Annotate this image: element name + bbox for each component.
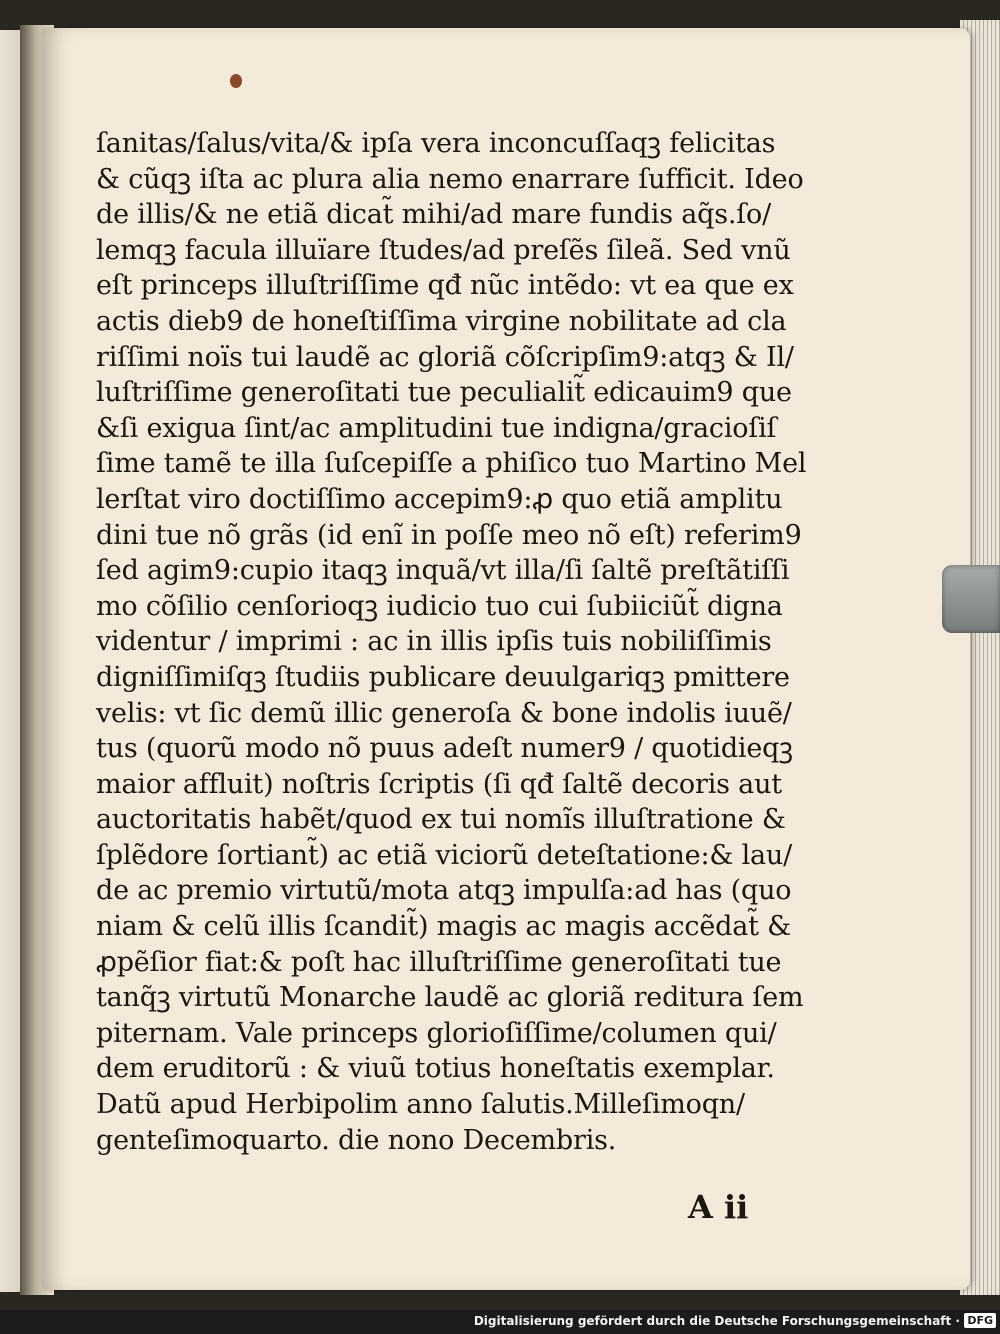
text-line: niam & celũ illis ſcandit̃) magis ac magis accẽdat̃ & xyxy=(96,911,791,943)
text-line: ſplẽdore ſortiant̃) ac etiã viciorũ deteſtatione:& lau/ xyxy=(96,839,792,871)
text-line: videntur / imprimi : ac in illis ipſis tuis nobiliſſimis xyxy=(96,626,772,658)
body-text xyxy=(96,126,807,1158)
text-line: maior affluit) noſtris ſcriptis (ſi qđ ſaltẽ decoris aut xyxy=(96,768,782,800)
text-line: de illis/& ne etiã dicat̃ mihi/ad mare fundis aq̃s.ſo/ xyxy=(96,199,772,231)
text-line: lemqꝫ facula illuïare ſtudes/ad preſẽs ſileã. Sed vnũ xyxy=(96,234,791,266)
text-line: de ac premio virtutũ/mota atqꝫ impulſa:ad has (quo xyxy=(96,875,792,907)
facing-page-edge xyxy=(0,30,22,1292)
ink-spot xyxy=(230,74,242,88)
text-line: genteſimoquarto. die nono Decembris. xyxy=(96,1124,617,1156)
text-line: ſanitas/ſalus/vita/& ipſa vera inconcuſſaqꝫ felicitas xyxy=(96,128,776,159)
page-clip xyxy=(942,565,1000,633)
text-line: dini tue nõ grãs (id enĩ in poſſe meo nõ eſt) referim9 xyxy=(96,519,802,551)
text-line: actis dieb9 de honeſtiſſima virgine nobilitate ad cla xyxy=(96,305,787,337)
signature-mark: A ii xyxy=(688,1188,749,1226)
text-line: riſſimi noïs tui laudẽ ac gloriã cõſcripſim9:atqꝫ & Il/ xyxy=(96,341,794,373)
text-line: ſed agim9:cupio itaqꝫ inquã/vt illa/ſi ſaltẽ preſtãtiſſi xyxy=(96,555,790,587)
text-line: piternam. Vale princeps glorioſiſſime/columen qui/ xyxy=(96,1017,777,1049)
footer-bar xyxy=(0,1310,1000,1334)
text-line: ſime tamẽ te illa ſuſcepiſſe a phiſico tuo Martino Mel xyxy=(96,448,807,480)
dfg-logo: DFG xyxy=(964,1313,996,1328)
text-line: &ſi exigua ſint/ac amplitudini tue indigna/gracioſiſ xyxy=(96,412,777,444)
text-line: & cũqꝫ iſta ac plura alia nemo enarrare ſufficit. Ideo xyxy=(96,163,804,195)
text-line: luſtriſſime generoſitati tue peculialit̃ edicauim9 que xyxy=(96,377,792,409)
text-line: eſt princeps illuſtriſſime qđ nũc intẽdo: vt ea que ex xyxy=(96,270,794,302)
text-line: velis: vt ſic demũ illic generoſa & bone indolis iuuẽ/ xyxy=(96,697,792,729)
text-line: ꝓpẽſior fiat:& poſt hac illuſtriſſime generoſitati tue xyxy=(96,946,782,978)
text-line: mo cõſilio cenſorioqꝫ iudicio tuo cui ſubiiciũt̃ digna xyxy=(96,590,783,622)
footer-credit: Digitalisierung gefördert durch die Deutsche Forschungsgemeinschaft · xyxy=(473,1314,960,1328)
text-line: lerſtat viro doctiſſimo accepim9:ꝓ quo etiã amplitu xyxy=(96,483,783,515)
text-line: digniſſimiſqꝫ ſtudiis publicare deuulgariqꝫ pmittere xyxy=(96,661,790,693)
text-line: Datũ apud Herbipolim anno ſalutis.Milleſimoqn/ xyxy=(96,1089,745,1121)
text-line: tanq̃ꝫ virtutũ Monarche laudẽ ac gloriã reditura ſem xyxy=(96,982,804,1014)
text-line: dem eruditorũ : & viuũ totius honeſtatis exemplar. xyxy=(96,1053,775,1085)
text-line: auctoritatis habẽt/quod ex tui nomĩs illuſtratione & xyxy=(96,804,786,836)
text-line: tus (quorũ modo nõ puus adeſt numer9 / quotidieqꝫ xyxy=(96,733,793,765)
